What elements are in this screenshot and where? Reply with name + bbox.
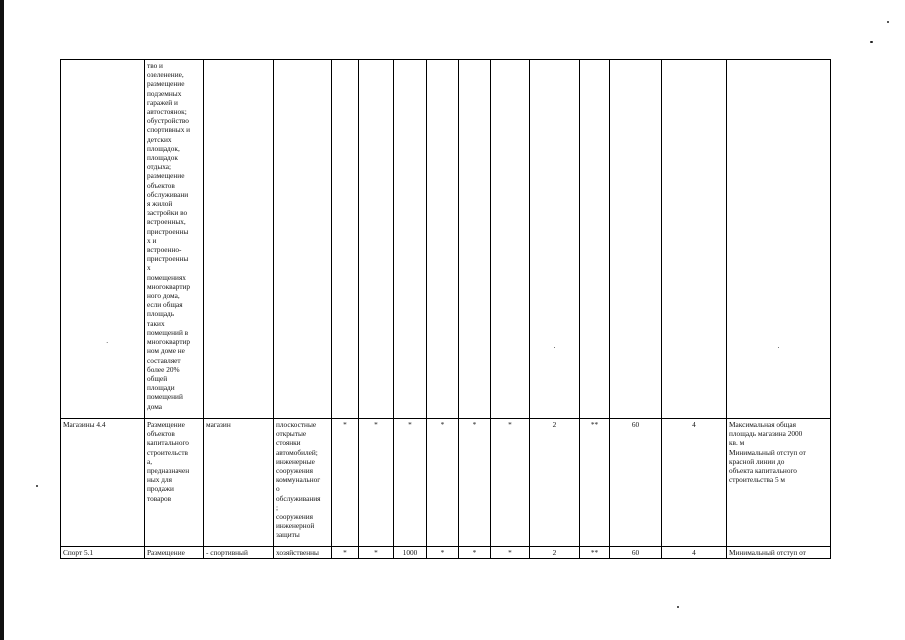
scan-dot-mark: · xyxy=(777,343,780,352)
cell-auxiliary: плоскостные открытые стоянки автомобилей; инженерные сооружения коммунальног о обслуживания ; сооружения инженерной защиты xyxy=(274,419,332,547)
scan-speck xyxy=(677,606,679,608)
cell-param xyxy=(491,60,530,419)
cell-param: * xyxy=(427,547,459,559)
scan-dot-mark: · xyxy=(106,339,109,347)
cell-param: ** xyxy=(580,419,610,547)
cell-param xyxy=(394,60,427,419)
cell-param: 2 xyxy=(530,419,580,547)
table-row-shops xyxy=(61,419,831,547)
cell-notes xyxy=(727,60,831,419)
cell-param xyxy=(359,60,394,419)
cell-param xyxy=(662,60,727,419)
cell-param: * xyxy=(459,547,491,559)
cell-name: Магазины 4.4 xyxy=(61,419,145,547)
cell-param: 60 xyxy=(610,547,662,559)
cell-auxiliary xyxy=(274,60,332,419)
cell-param: * xyxy=(491,419,530,547)
cell-main-use: - спортивный xyxy=(204,547,274,559)
table-row-sport xyxy=(61,547,831,559)
cell-param: 60 xyxy=(610,419,662,547)
cell-param: 4 xyxy=(662,547,727,559)
cell-param: 2 xyxy=(530,547,580,559)
scan-dot-mark: · xyxy=(553,343,556,352)
cell-param xyxy=(580,60,610,419)
cell-param xyxy=(610,60,662,419)
cell-main-use xyxy=(204,60,274,419)
cell-name: Спорт 5.1 xyxy=(61,547,145,559)
cell-param xyxy=(427,60,459,419)
cell-param: 1000 xyxy=(394,547,427,559)
cell-param: * xyxy=(332,419,359,547)
zoning-regulations-table xyxy=(60,59,831,559)
cell-param: * xyxy=(359,419,394,547)
cell-param xyxy=(459,60,491,419)
cell-param xyxy=(530,60,580,419)
cell-param: ** xyxy=(580,547,610,559)
page-edge-shadow xyxy=(0,0,4,640)
scan-speck xyxy=(887,21,889,23)
cell-notes: Минимальный отступ от xyxy=(727,547,831,559)
cell-param xyxy=(332,60,359,419)
cell-description: Размещение xyxy=(145,547,204,559)
cell-param: 4 xyxy=(662,419,727,547)
cell-param: * xyxy=(459,419,491,547)
cell-main-use: магазин xyxy=(204,419,274,547)
table-row-continuation xyxy=(61,60,831,419)
cell-auxiliary: хозяйственны xyxy=(274,547,332,559)
scan-speck xyxy=(36,485,38,487)
cell-name xyxy=(61,60,145,419)
cell-param: * xyxy=(427,419,459,547)
cell-param: * xyxy=(394,419,427,547)
cell-notes: Максимальная общая площадь магазина 2000 кв. м Минимальный отступ от красной линии до объекта капитального строительства 5 м xyxy=(727,419,831,547)
cell-param: * xyxy=(332,547,359,559)
scan-speck xyxy=(870,41,873,43)
cell-param: * xyxy=(491,547,530,559)
cell-description: Размещение объектов капитального строительств а, предназначен ных для продажи товаров xyxy=(145,419,204,547)
cell-param: * xyxy=(359,547,394,559)
cell-description: тво и озеленение, размещение подземных гаражей и автостоянок; обустройство спортивных и детских площадок, площадок отдыха; размещение объектов обслуживани я жилой застройки во встроенных, пристроенны х и встроенно- пристроенны х помещениях многоквартир ного дома, если общая площадь таких помещений в многоквартир ном доме не составляет более 20% общей площади помещений дома xyxy=(145,60,204,419)
